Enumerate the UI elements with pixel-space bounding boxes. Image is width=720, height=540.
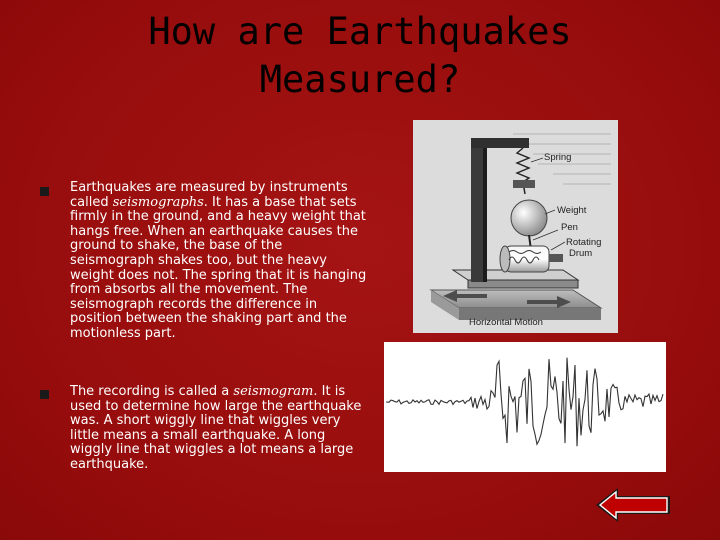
title-line-2: Measured?	[259, 58, 461, 101]
spring-label: Spring	[544, 152, 572, 163]
seismograph-illustration	[413, 120, 618, 333]
bullet-2-text-a: The recording is called a	[70, 384, 234, 399]
back-button[interactable]	[594, 486, 672, 524]
pen-label: Pen	[561, 222, 578, 233]
slide-title	[60, 8, 660, 104]
bullet-marker-2	[40, 390, 49, 399]
seismogram-image	[384, 342, 666, 472]
bullet-text-1	[70, 181, 370, 342]
bullet-2-text-b: . It is used to determine how large the earthquake was. A short wiggly line that wiggles very little means a small earthquake. A long wiggly line that wiggles a lot means a large earthquake.	[70, 384, 362, 472]
bullet-2-term: seismogram	[233, 384, 314, 399]
arrow-left-icon	[594, 486, 672, 524]
drum-label-2: Drum	[569, 248, 593, 259]
bullet-text-2	[70, 385, 370, 473]
weight-label: Weight	[557, 205, 587, 216]
drum-label-1: Rotating	[566, 237, 602, 248]
bullet-1-term: seismographs	[112, 194, 204, 210]
bullet-1-text-b: . It has a base that sets firmly in the ground, and a heavy weight that hangs free. When an earthquake causes the ground to shake, the base of the seismograph shakes too, but the heavy weight does not. The spring that it is hanging from absorbs all the movement. The seismograph records the difference in position between the shaking part and the motionless part.	[70, 194, 367, 341]
bullet-marker-1	[40, 187, 49, 196]
title-line-1: How are Earthquakes	[148, 10, 572, 53]
seismogram-trace	[386, 358, 663, 447]
motion-label: Horizontal Motion	[469, 317, 543, 328]
bullet-1-text-a: Earthquakes are measured by instruments called	[70, 180, 348, 210]
